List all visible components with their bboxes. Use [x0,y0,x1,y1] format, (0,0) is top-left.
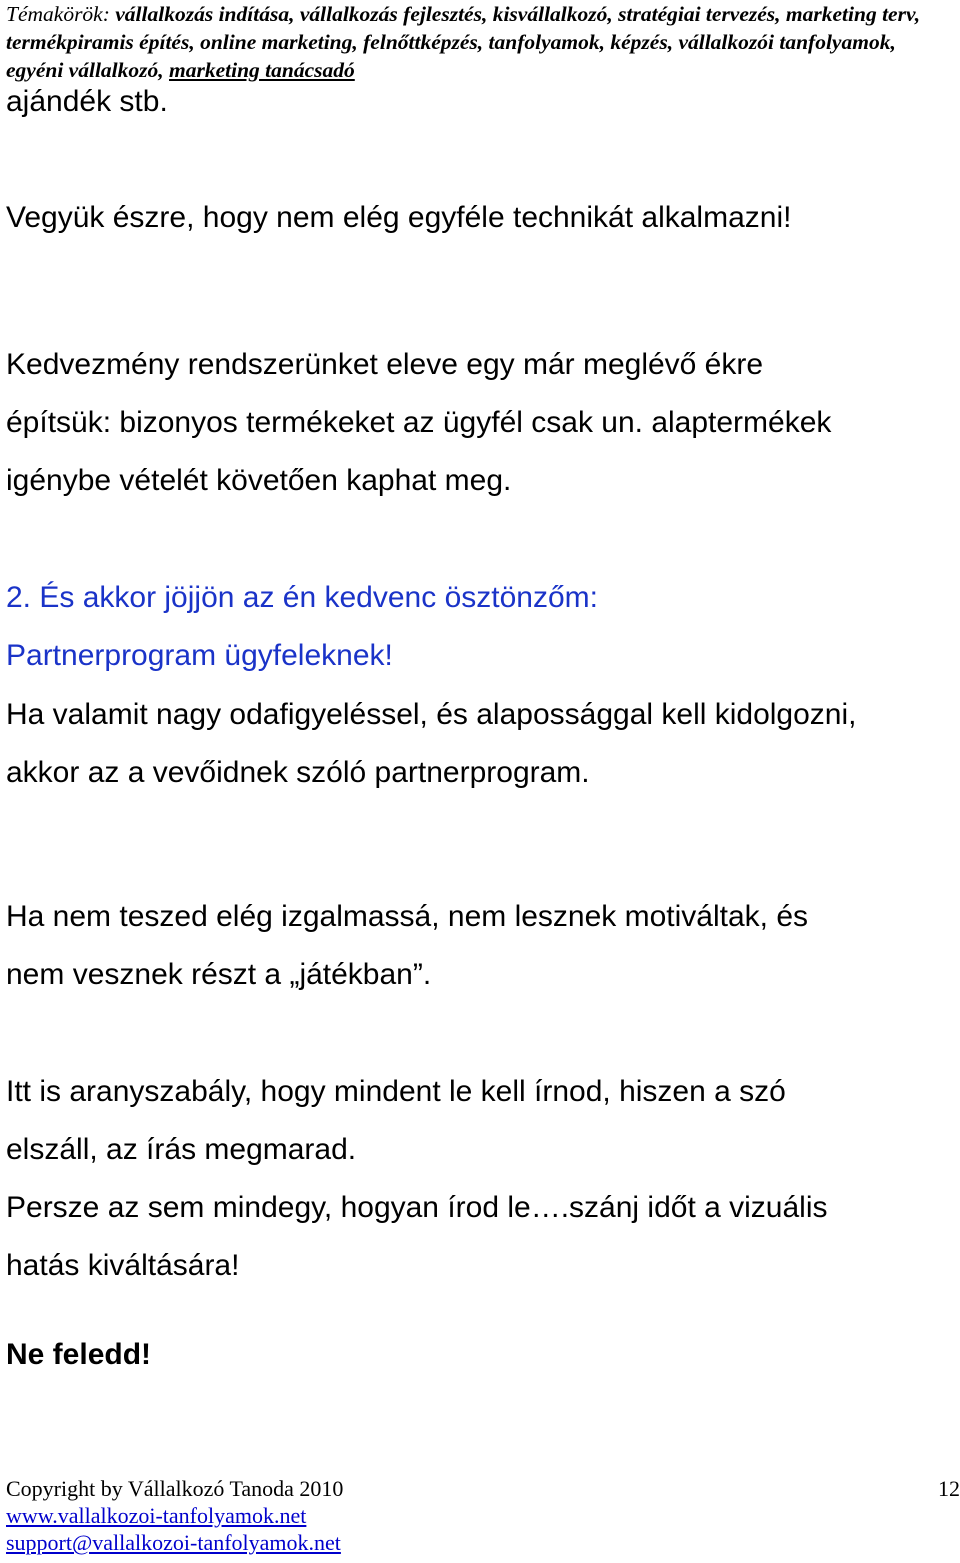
closing-remark: Ne feledd! [6,1338,152,1371]
website-link[interactable]: www.vallalkozoi-tanfolyamok.net [6,1503,307,1528]
paragraph-golden-rule-line-2: elszáll, az írás megmarad. [6,1133,357,1166]
footer-row [6,1475,960,1502]
paragraph-motivation-line-1: Ha nem teszed elég izgalmassá, nem lesznek motiváltak, és [6,900,809,933]
footer-email-row [6,1529,960,1556]
section-subheading: Partnerprogram ügyfeleknek! [6,639,393,672]
section-heading: 2. És akkor jöjjön az én kedvenc ösztönzőm: [6,581,598,614]
page-footer [6,1475,960,1556]
paragraph-golden-rule-line-1: Itt is aranyszabály, hogy mindent le kell írnod, hiszen a szó [6,1075,786,1108]
paragraph-visual-line-2: hatás kiváltására! [6,1249,240,1282]
footer-website-row [6,1502,960,1529]
topics-list: vállalkozás indítása, vállalkozás fejlesztés, kisvállalkozó, stratégiai tervezés, marketing terv, termékpiramis építés, online marketing, felnőttképzés, tanfolyamok, képzés, vállalkozói tanfolyamok, egyéni vállalkozó, [6,2,921,82]
paragraph-visual-line-1: Persze az sem mindegy, hogyan írod le….szánj időt a vizuális [6,1191,828,1224]
topics-header [6,0,956,84]
paragraph-discount-line-1: Kedvezmény rendszerünket eleve egy már meglévő ékre [6,348,764,381]
paragraph-discount-line-3: igénybe vételét követően kaphat meg. [6,464,512,497]
support-email-link[interactable]: support@vallalkozoi-tanfolyamok.net [6,1530,341,1555]
paragraph-discount-line-2: építsük: bizonyos termékeket az ügyfél csak un. alaptermékek [6,406,832,439]
copyright-text: Copyright by Vállalkozó Tanoda 2010 [6,1476,344,1501]
paragraph-techniques: Vegyük észre, hogy nem elég egyféle technikát alkalmazni! [6,201,792,234]
page-number: 12 [938,1476,960,1501]
topics-prefix: Témakörök: [6,2,116,26]
paragraph-partner-line-1: Ha valamit nagy odafigyeléssel, és alapossággal kell kidolgozni, [6,698,857,731]
marketing-consultant-link[interactable]: marketing tanácsadó [169,58,355,82]
paragraph-partner-line-2: akkor az a vevőidnek szóló partnerprogram. [6,756,590,789]
paragraph-motivation-line-2: nem vesznek részt a „játékban”. [6,958,432,991]
paragraph-gift-etc: ajándék stb. [6,85,168,118]
